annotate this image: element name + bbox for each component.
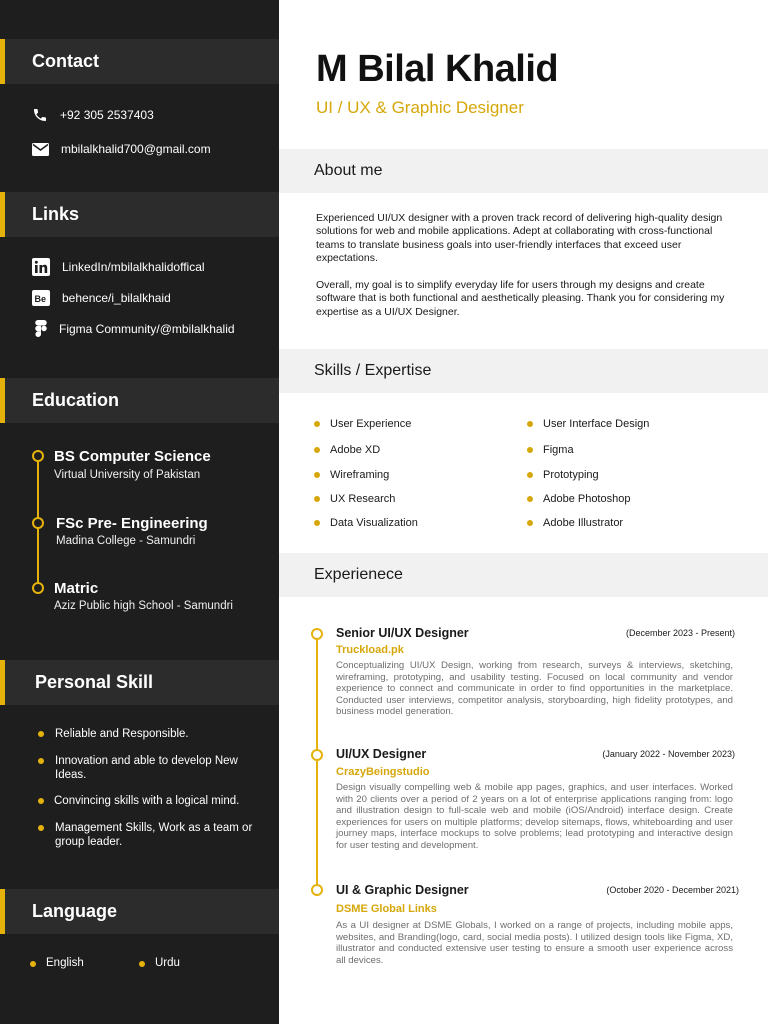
experience-heading-bar [279, 553, 768, 597]
sidebar [0, 0, 279, 1024]
skill-text: Adobe Illustrator [543, 517, 624, 529]
education-degree: Matric [54, 580, 99, 597]
bullet-dot [314, 520, 320, 526]
education-degree: FSc Pre- Engineering [56, 515, 208, 532]
links-heading-bar [0, 192, 279, 237]
linkedin-icon [32, 258, 50, 276]
personal-skill-heading-bar [0, 660, 279, 705]
figma-icon [35, 320, 47, 337]
email-address: mbilalkhalid700@gmail.com [61, 142, 211, 156]
timeline-dot [311, 884, 323, 896]
about-heading: About me [314, 162, 383, 179]
skill-text: Figma [543, 444, 574, 456]
bullet-dot [527, 421, 533, 427]
timeline-dot [311, 749, 323, 761]
skill-item [527, 418, 649, 430]
accent-bar [0, 889, 5, 934]
contact-heading: Contact [32, 51, 99, 71]
svg-text:Be: Be [34, 294, 47, 304]
bullet-dot [527, 472, 533, 478]
job-title: UI & Graphic Designer [336, 883, 469, 897]
timeline-dot [32, 517, 44, 529]
skill-text: Adobe XD [330, 444, 381, 456]
job-date: (October 2020 - December 2021) [606, 885, 739, 895]
candidate-role: UI / UX & Graphic Designer [316, 98, 524, 117]
job-title: UI/UX Designer [336, 747, 427, 761]
links-heading: Links [32, 204, 80, 224]
link-label: behence/i_bilalkhaid [62, 291, 171, 305]
job-title: Senior UI/UX Designer [336, 626, 469, 640]
accent-bar [0, 378, 5, 423]
bullet-dot [527, 496, 533, 502]
phone-row[interactable] [32, 107, 154, 123]
bullet-dot [314, 496, 320, 502]
about-heading-bar [279, 149, 768, 193]
email-row[interactable] [32, 142, 211, 156]
skill-item [527, 517, 623, 529]
language-heading: Language [32, 901, 118, 921]
job-date: (December 2023 - Present) [625, 628, 735, 638]
job-description: As a UI designer at DSME Globals, I worked on a range of projects, including mobile apps, websites, and Branding(logo, card, social media posts). I utilized design tools like Figma, XD, illustrator and conducted extensive user testing to ensure a smooth user experience across all devices. [336, 920, 733, 966]
language-heading-bar [0, 889, 279, 934]
accent-bar [0, 39, 5, 84]
bullet-dot [30, 961, 36, 967]
timeline-dot [311, 628, 323, 640]
personal-skill-item [38, 821, 273, 849]
personal-skill-item [38, 727, 268, 741]
education-school: Madina College - Samundri [56, 535, 196, 547]
personal-skill-text: Innovation and able to develop New Ideas. [55, 755, 238, 781]
phone-number: +92 305 2537403 [60, 108, 154, 122]
link-behance[interactable] [32, 290, 171, 306]
skill-text: Wireframing [330, 469, 390, 481]
language-text: Urdu [155, 957, 180, 969]
bullet-dot [38, 825, 44, 831]
contact-heading-bar [0, 39, 279, 84]
phone-icon [32, 107, 48, 123]
education-degree: BS Computer Science [54, 448, 211, 465]
experience-timeline [316, 634, 318, 890]
bullet-dot [139, 961, 145, 967]
skill-item [314, 469, 389, 481]
personal-skill-text: Management Skills, Work as a team or group leader. [55, 822, 253, 848]
job-company: Truckload.pk [336, 644, 404, 656]
skill-text: User Interface Design [543, 418, 650, 430]
skill-item [314, 493, 395, 505]
skill-item [527, 444, 574, 456]
accent-bar [0, 192, 5, 237]
timeline-dot [32, 582, 44, 594]
link-figma[interactable] [32, 320, 235, 337]
timeline-dot [32, 450, 44, 462]
bullet-dot [527, 520, 533, 526]
personal-skill-text: Convincing skills with a logical mind. [54, 795, 240, 807]
skill-item [527, 493, 630, 505]
job-description: Conceptualizing UI/UX Design, working from research, surveys & interviews, sketching, wireframing, prototyping, and usability testing. Focused on local community and vendor experience to connect and communicate in order to find opportunities in the marketplace. Conducted user interviews, competitor analysis, storyboarding, high fidelity prototypes, and business model generation. [336, 660, 733, 718]
personal-skill-item [38, 754, 253, 782]
job-date: (January 2022 - November 2023) [602, 749, 735, 759]
job-company: DSME Global Links [336, 903, 437, 915]
bullet-dot [38, 758, 44, 764]
candidate-name: M Bilal Khalid [316, 48, 559, 90]
bullet-dot [314, 472, 320, 478]
language-item [139, 957, 180, 969]
link-label: LinkedIn/mbilalkhalidoffical [62, 260, 205, 274]
language-item [30, 957, 84, 969]
skill-item [527, 469, 599, 481]
bullet-dot [314, 421, 320, 427]
education-heading: Education [32, 390, 120, 410]
about-paragraph: Overall, my goal is to simplify everyday life for users through my designs and create software that is both functional and aesthetically pleasing. Thank you for considering my expertise as a UI/UX Designer. [316, 279, 725, 318]
bullet-dot [38, 731, 44, 737]
personal-skill-text: Reliable and Responsible. [55, 728, 189, 740]
personal-skill-heading: Personal Skill [35, 672, 154, 692]
skill-text: Data Visualization [330, 517, 418, 529]
skill-text: User Experience [330, 418, 412, 430]
job-company: CrazyBeingstudio [336, 766, 430, 778]
education-school: Virtual University of Pakistan [54, 469, 201, 481]
education-heading-bar [0, 378, 279, 423]
bullet-dot [527, 447, 533, 453]
accent-bar [0, 660, 5, 705]
experience-heading: Experienece [314, 566, 403, 583]
education-school: Aziz Public high School - Samundri [54, 600, 233, 612]
skill-item [314, 517, 418, 529]
skill-text: Adobe Photoshop [543, 493, 631, 505]
mail-icon [32, 143, 49, 156]
bullet-dot [38, 798, 44, 804]
skills-heading: Skills / Expertise [314, 362, 432, 379]
link-label: Figma Community/@mbilalkhalid [59, 321, 235, 336]
job-description: Design visually compelling web & mobile app pages, graphics, and user interfaces. Worked with 20 clients over a period of 2 years on a lot of enterprise applications ranging from: logo and illustration design to full-scale web and mobile (iOS/Android) interface design. Create experiences for users on multiple platforms; develop sitemaps, flows, whiteboarding and user journey maps, interface mockups to solve problems; lead prototyping and interactive design for user testing and development. [336, 782, 733, 851]
behance-icon [32, 290, 50, 306]
skill-item [314, 444, 380, 456]
skill-text: UX Research [330, 493, 396, 505]
skill-text: Prototyping [543, 469, 599, 481]
language-text: English [46, 957, 84, 969]
skills-heading-bar [279, 349, 768, 393]
personal-skill-item [38, 794, 268, 808]
bullet-dot [314, 447, 320, 453]
link-linkedin[interactable] [32, 258, 205, 276]
skill-item [314, 418, 411, 430]
about-paragraph: Experienced UI/UX designer with a proven track record of delivering high-quality design solutions for web and mobile applications. Adept at collaborating with cross-functional teams to translate business goals into user-friendly interfaces that exceed user expectations. [316, 212, 723, 264]
